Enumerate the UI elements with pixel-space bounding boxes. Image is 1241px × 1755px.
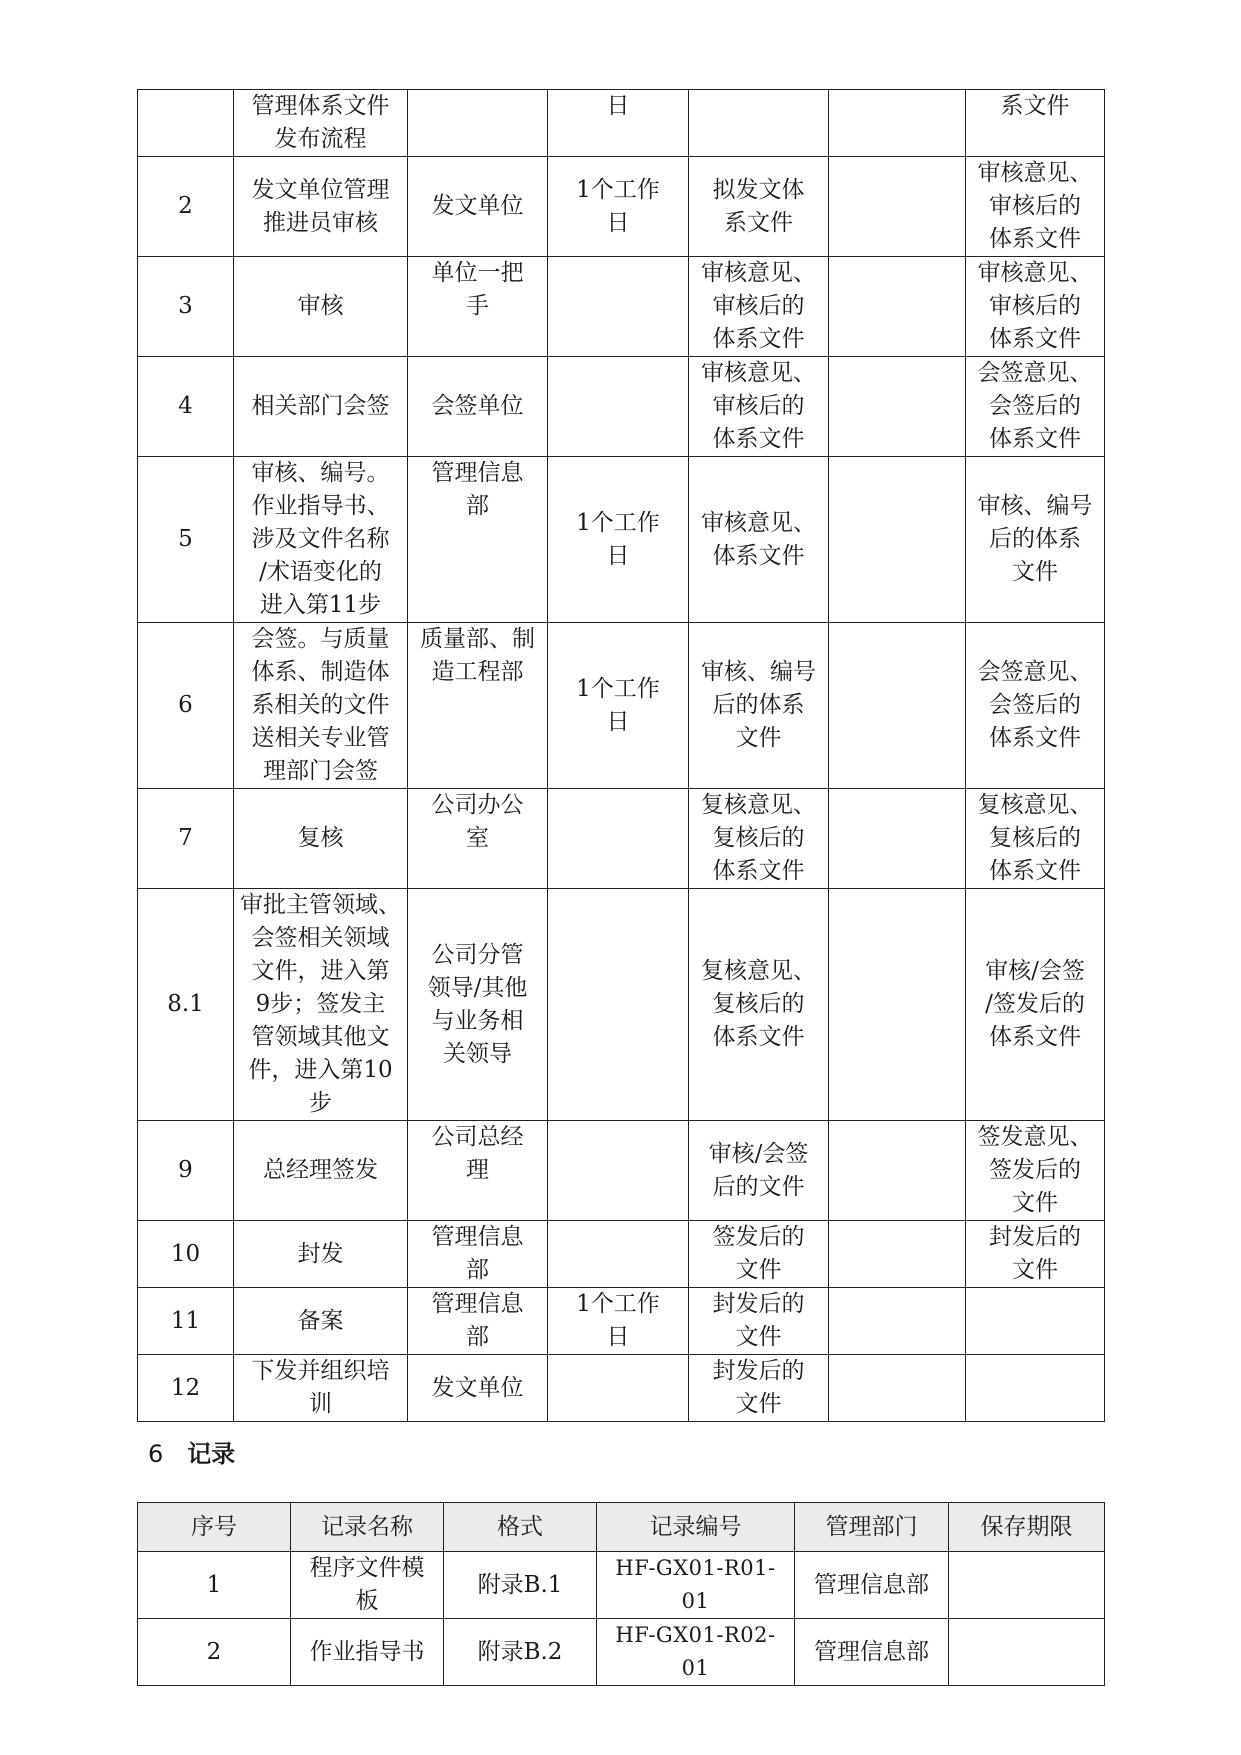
blank-cell (829, 789, 966, 889)
record-dept-cell: 管理信息部 (795, 1619, 949, 1686)
blank-cell (829, 157, 966, 257)
responsible-dept-cell: 管理信息 部 (408, 457, 548, 623)
time-limit-cell (548, 357, 689, 457)
time-limit-cell (548, 889, 689, 1121)
record-header-cell: 序号 (138, 1503, 291, 1552)
time-limit-cell: 1个工作 日 (548, 157, 689, 257)
step-name-cell: 审核 (234, 257, 408, 357)
time-limit-cell: 1个工作 日 (548, 1288, 689, 1355)
step-number-cell: 8.1 (138, 889, 234, 1121)
time-limit-cell (548, 789, 689, 889)
output-cell: 审核/会签 /签发后的 体系文件 (966, 889, 1105, 1121)
step-number-cell: 4 (138, 357, 234, 457)
record-name-cell: 程序文件模 板 (291, 1552, 444, 1619)
process-flow-body (138, 90, 1105, 1422)
step-number-cell (138, 90, 234, 157)
record-table-row (138, 1552, 1105, 1619)
flow-table-row (138, 90, 1105, 157)
step-number-cell: 2 (138, 157, 234, 257)
flow-table-row (138, 457, 1105, 623)
responsible-dept-cell: 公司办公 室 (408, 789, 548, 889)
step-name-cell: 相关部门会签 (234, 357, 408, 457)
flow-table-row (138, 357, 1105, 457)
blank-cell (829, 457, 966, 623)
step-name-cell: 总经理签发 (234, 1121, 408, 1221)
blank-cell (829, 623, 966, 789)
record-table (137, 1502, 1105, 1686)
step-number-cell: 7 (138, 789, 234, 889)
input-cell (689, 90, 829, 157)
output-cell: 会签意见、 会签后的 体系文件 (966, 623, 1105, 789)
responsible-dept-cell (408, 90, 548, 157)
record-code-cell: HF-GX01-R01-01 (597, 1552, 795, 1619)
blank-cell (829, 1221, 966, 1288)
output-cell: 审核、编号 后的体系 文件 (966, 457, 1105, 623)
time-limit-cell: 1个工作 日 (548, 623, 689, 789)
record-table-row (138, 1619, 1105, 1686)
blank-cell (829, 1121, 966, 1221)
record-header-cell: 记录编号 (597, 1503, 795, 1552)
output-cell: 封发后的 文件 (966, 1221, 1105, 1288)
section-title: 记录 (187, 1440, 236, 1468)
step-number-cell: 10 (138, 1221, 234, 1288)
step-number-cell: 9 (138, 1121, 234, 1221)
input-cell: 封发后的 文件 (689, 1288, 829, 1355)
step-name-cell: 审核、编号。 作业指导书、 涉及文件名称 /术语变化的 进入第11步 (234, 457, 408, 623)
responsible-dept-cell: 管理信息 部 (408, 1288, 548, 1355)
blank-cell (829, 357, 966, 457)
record-table-body (138, 1552, 1105, 1686)
step-name-cell: 下发并组织培 训 (234, 1355, 408, 1422)
output-cell: 审核意见、 审核后的 体系文件 (966, 157, 1105, 257)
input-cell: 审核意见、 审核后的 体系文件 (689, 357, 829, 457)
record-no-cell: 2 (138, 1619, 291, 1686)
record-format-cell: 附录B.1 (444, 1552, 597, 1619)
record-table-header (138, 1503, 1105, 1552)
record-period-cell (949, 1552, 1105, 1619)
flow-table-row (138, 1288, 1105, 1355)
responsible-dept-cell: 管理信息 部 (408, 1221, 548, 1288)
time-limit-cell (548, 1355, 689, 1422)
time-limit-cell (548, 1121, 689, 1221)
input-cell: 审核意见、 体系文件 (689, 457, 829, 623)
input-cell: 封发后的 文件 (689, 1355, 829, 1422)
input-cell: 审核、编号 后的体系 文件 (689, 623, 829, 789)
record-header-cell: 管理部门 (795, 1503, 949, 1552)
flow-table-row (138, 1121, 1105, 1221)
record-header-cell: 保存期限 (949, 1503, 1105, 1552)
step-name-cell: 管理体系文件 发布流程 (234, 90, 408, 157)
time-limit-cell: 日 (548, 90, 689, 157)
flow-table-row (138, 889, 1105, 1121)
responsible-dept-cell: 会签单位 (408, 357, 548, 457)
record-name-cell: 作业指导书 (291, 1619, 444, 1686)
blank-cell (829, 1288, 966, 1355)
record-code-cell: HF-GX01-R02-01 (597, 1619, 795, 1686)
input-cell: 复核意见、 复核后的 体系文件 (689, 789, 829, 889)
section-heading (148, 1434, 235, 1469)
output-cell: 会签意见、 会签后的 体系文件 (966, 357, 1105, 457)
output-cell: 系文件 (966, 90, 1105, 157)
process-flow-table (137, 89, 1105, 1422)
time-limit-cell: 1个工作 日 (548, 457, 689, 623)
step-name-cell: 复核 (234, 789, 408, 889)
input-cell: 复核意见、 复核后的 体系文件 (689, 889, 829, 1121)
step-number-cell: 11 (138, 1288, 234, 1355)
input-cell: 签发后的 文件 (689, 1221, 829, 1288)
responsible-dept-cell: 发文单位 (408, 157, 548, 257)
input-cell: 审核意见、 审核后的 体系文件 (689, 257, 829, 357)
record-dept-cell: 管理信息部 (795, 1552, 949, 1619)
responsible-dept-cell: 质量部、制 造工程部 (408, 623, 548, 789)
step-number-cell: 12 (138, 1355, 234, 1422)
step-number-cell: 6 (138, 623, 234, 789)
section-number: 6 (148, 1440, 164, 1468)
record-period-cell (949, 1619, 1105, 1686)
blank-cell (829, 90, 966, 157)
responsible-dept-cell: 公司总经 理 (408, 1121, 548, 1221)
blank-cell (829, 257, 966, 357)
output-cell (966, 1355, 1105, 1422)
responsible-dept-cell: 公司分管 领导/其他 与业务相 关领导 (408, 889, 548, 1121)
time-limit-cell (548, 257, 689, 357)
step-name-cell: 审批主管领域、 会签相关领域 文件，进入第 9步；签发主 管领域其他文 件，进入第10 步 (234, 889, 408, 1121)
time-limit-cell (548, 1221, 689, 1288)
blank-cell (829, 1355, 966, 1422)
record-no-cell: 1 (138, 1552, 291, 1619)
step-name-cell: 备案 (234, 1288, 408, 1355)
output-cell (966, 1288, 1105, 1355)
flow-table-row (138, 1355, 1105, 1422)
blank-cell (829, 889, 966, 1121)
responsible-dept-cell: 发文单位 (408, 1355, 548, 1422)
step-number-cell: 5 (138, 457, 234, 623)
flow-table-row (138, 789, 1105, 889)
flow-table-row (138, 257, 1105, 357)
output-cell: 审核意见、 审核后的 体系文件 (966, 257, 1105, 357)
output-cell: 复核意见、 复核后的 体系文件 (966, 789, 1105, 889)
step-name-cell: 发文单位管理 推进员审核 (234, 157, 408, 257)
output-cell: 签发意见、 签发后的 文件 (966, 1121, 1105, 1221)
step-name-cell: 封发 (234, 1221, 408, 1288)
record-format-cell: 附录B.2 (444, 1619, 597, 1686)
responsible-dept-cell: 单位一把 手 (408, 257, 548, 357)
flow-table-row (138, 157, 1105, 257)
step-name-cell: 会签。与质量 体系、制造体 系相关的文件 送相关专业管 理部门会签 (234, 623, 408, 789)
flow-table-row (138, 623, 1105, 789)
input-cell: 拟发文体 系文件 (689, 157, 829, 257)
record-header-cell: 记录名称 (291, 1503, 444, 1552)
step-number-cell: 3 (138, 257, 234, 357)
input-cell: 审核/会签 后的文件 (689, 1121, 829, 1221)
flow-table-row (138, 1221, 1105, 1288)
record-header-cell: 格式 (444, 1503, 597, 1552)
